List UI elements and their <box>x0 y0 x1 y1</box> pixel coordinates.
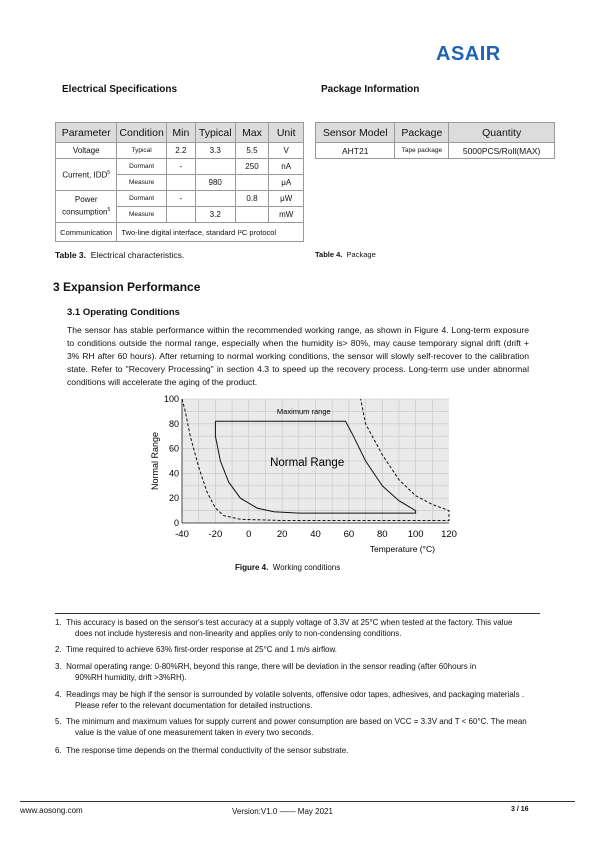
table-row <box>56 143 304 159</box>
package-table <box>315 122 555 159</box>
x-tick-label: 60 <box>343 529 355 540</box>
footnote-text: The response time depends on the thermal conductivity of the sensor substrate. <box>65 746 349 755</box>
footnote-num: 4. <box>55 690 62 699</box>
cell-typical <box>195 191 235 207</box>
header-condition: Condition <box>117 123 166 143</box>
table-row <box>316 143 555 159</box>
body-paragraph: The sensor has stable performance within the recommended working range, as shown in Figure 4. Long-term exposure to conditions outside the normal range, especially when the humidity is> 80%, may cause temporary signal drift (drift + 3% RH after 60 hours). After returning to normal working conditions, the sensor will slowly self-recover to the calibration state. Refer to "Recovery Processing" in section 4.3 to speed up the recovery process. Long-term use under abnormal conditions will accelerate the aging of the product. <box>67 325 529 388</box>
figure4-text: Working conditions <box>272 563 341 572</box>
package-information-title: Package Information <box>321 84 420 95</box>
footnote-5 <box>55 716 545 738</box>
cell-min: - <box>166 191 195 207</box>
footnote-cont: 90%RH humidity, drift >3%RH). <box>75 673 187 682</box>
figure4-label: Figure 4. <box>235 563 269 572</box>
cell-max <box>235 207 269 223</box>
x-tick-label: -20 <box>208 529 223 540</box>
header-package: Package <box>395 123 449 143</box>
header-sensor-model: Sensor Model <box>316 123 395 143</box>
cell-min: 2.2 <box>166 143 195 159</box>
table3-label: Table 3. <box>55 250 87 260</box>
x-tick-label: 80 <box>376 529 388 540</box>
cell-condition: Dormant <box>117 159 166 175</box>
header-min: Min <box>166 123 195 143</box>
cell-param: Communication <box>56 223 117 242</box>
footnote-text: Normal operating range: 0-80%RH, beyond this range, there will be deviation in the sensor reading (after 60hours in <box>66 662 477 671</box>
footnote-text: Time required to achieve 63% first-order response at 25°C and 1 m/s airflow. <box>65 645 338 654</box>
table3-caption <box>55 250 184 260</box>
cell-typical: 3.3 <box>195 143 235 159</box>
header-quantity: Quantity <box>449 123 555 143</box>
company-logo: ASAIR <box>436 43 501 65</box>
x-tick-label: -40 <box>175 529 189 540</box>
y-tick-label: 80 <box>168 418 179 429</box>
cell-param-power <box>56 191 117 223</box>
footnote-cont: value is the value of one measurement taken in every two seconds. <box>75 728 314 737</box>
page-current: 3 <box>511 806 515 813</box>
footnote-num: 1. <box>55 618 62 627</box>
table-row <box>56 223 304 242</box>
x-tick-label: 100 <box>407 529 424 540</box>
footnote-4 <box>55 689 545 711</box>
table-header-row <box>56 123 304 143</box>
table-row <box>56 159 304 175</box>
working-conditions-chart <box>145 392 465 558</box>
footer-version: Version:V1.0 —— May 2021 <box>232 807 333 816</box>
x-tick-label: 20 <box>276 529 288 540</box>
footnote-text: The minimum and maximum values for supply current and power consumption are based on VCC = 3.3V and T < 60°C. The mean <box>65 717 527 726</box>
cell-typical: 3.2 <box>195 207 235 223</box>
table-row <box>56 191 304 207</box>
power-label: Power consumption <box>62 195 108 217</box>
footnote-num: 5. <box>55 717 62 726</box>
cell-unit: mW <box>269 207 304 223</box>
cell-typical <box>195 159 235 175</box>
cell-max: 250 <box>235 159 269 175</box>
cell-unit: nA <box>269 159 304 175</box>
footnote-cont: does not include hysteresis and non-linearity and applies only to non-condensing conditions. <box>75 629 402 638</box>
current-label: Current, IDD <box>62 170 108 180</box>
cell-typical: 980 <box>195 175 235 191</box>
header-max: Max <box>235 123 269 143</box>
y-axis-label: Normal Range <box>150 431 160 491</box>
table4-caption <box>315 250 376 259</box>
footnote-1 <box>55 617 545 639</box>
table4-text: Package <box>346 250 376 259</box>
footnote-6 <box>55 745 545 756</box>
cell-max: 5.5 <box>235 143 269 159</box>
footnote-text: Readings may be high if the sensor is surrounded by volatile solvents, offensive odor tapes, adhesives, and packaging materials . <box>66 690 525 699</box>
cell-model: AHT21 <box>316 143 395 159</box>
page-sep: / <box>516 806 519 813</box>
x-tick-label: 40 <box>310 529 321 540</box>
cell-condition: Measure <box>117 207 166 223</box>
footnote-num: 2. <box>55 645 62 654</box>
table-header-row <box>316 123 555 143</box>
header-unit: Unit <box>269 123 304 143</box>
subsection-title: 3.1 Operating Conditions <box>67 307 180 318</box>
y-tick-label: 20 <box>168 493 179 504</box>
cell-min <box>166 207 195 223</box>
cell-condition: Measure <box>117 175 166 191</box>
footnote-divider <box>55 613 540 614</box>
y-tick-label: 0 <box>173 518 179 528</box>
table3-text: Electrical characteristics. <box>90 250 185 260</box>
cell-max: 0.8 <box>235 191 269 207</box>
cell-param-current <box>56 159 117 191</box>
y-tick-label: 100 <box>163 394 179 404</box>
footnote-cont: Please refer to the relevant documentation for detailed instructions. <box>75 701 313 710</box>
footnote-2 <box>55 644 545 655</box>
cell-max <box>235 175 269 191</box>
figure4-caption <box>235 563 340 572</box>
cell-unit: μW <box>269 191 304 207</box>
cell-comm-desc: Two-line digital interface, standard I²C protocol <box>117 223 304 242</box>
cell-unit: μA <box>269 175 304 191</box>
footer-divider <box>20 801 575 802</box>
maximum-range-label: Maximum range <box>276 406 331 416</box>
cell-package: Tape package <box>395 143 449 159</box>
footnote-text: This accuracy is based on the sensor's test accuracy at a supply voltage of 3.3V at 25°C when tested at the factory. This value <box>65 618 513 627</box>
footer-page-number <box>511 806 529 813</box>
footnote-ref: 5 <box>107 207 111 214</box>
electrical-spec-table <box>55 122 304 242</box>
cell-unit: V <box>269 143 304 159</box>
cell-min <box>166 175 195 191</box>
cell-param: Voltage <box>56 143 117 159</box>
cell-quantity: 5000PCS/Roll(MAX) <box>449 143 555 159</box>
electrical-specifications-title: Electrical Specifications <box>62 84 178 95</box>
table4-label: Table 4. <box>315 250 343 259</box>
y-tick-label: 40 <box>168 468 179 479</box>
footer-website-link[interactable]: www.aosong.com <box>20 806 83 815</box>
header-typical: Typical <box>195 123 235 143</box>
cell-min: - <box>166 159 195 175</box>
footnote-ref: 5 <box>107 169 111 176</box>
normal-range-label: Normal Range <box>270 456 345 469</box>
x-tick-label: 120 <box>441 529 457 540</box>
x-axis-label: Temperature (°C) <box>369 544 435 554</box>
cell-condition: Typical <box>117 143 166 159</box>
x-tick-label: 0 <box>246 529 252 540</box>
page-total: 16 <box>520 806 529 813</box>
cell-condition: Dormant <box>117 191 166 207</box>
footnote-num: 6. <box>55 746 62 755</box>
header-parameter: Parameter <box>56 123 117 143</box>
section-title: 3 Expansion Performance <box>53 280 201 294</box>
footnote-3 <box>55 661 545 683</box>
y-tick-label: 60 <box>168 443 179 454</box>
footnote-num: 3. <box>55 662 62 671</box>
